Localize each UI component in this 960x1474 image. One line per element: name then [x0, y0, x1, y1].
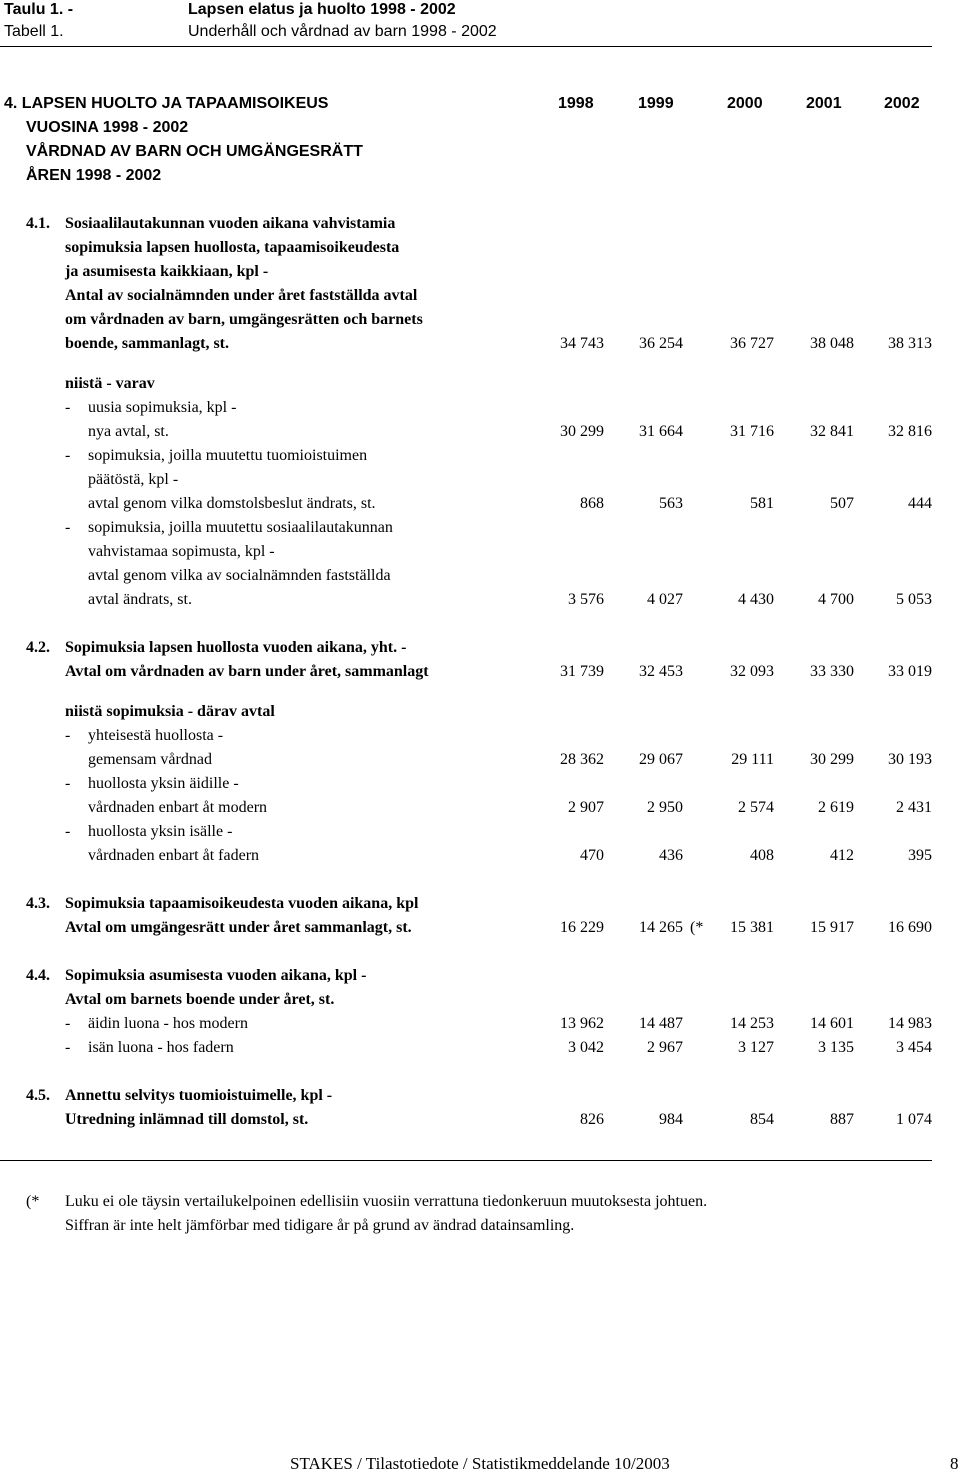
value-cell: 2 574 [738, 799, 774, 816]
value-cell: 3 576 [568, 591, 604, 608]
value-cell: 30 193 [888, 751, 932, 768]
value-cell: 4 700 [818, 591, 854, 608]
row-label: vårdnaden enbart åt modern [88, 799, 268, 816]
year-header-2001: 2001 [806, 95, 842, 112]
row-dash: - [65, 775, 71, 792]
value-cell: 470 [580, 847, 604, 864]
value-cell: 33 330 [810, 663, 854, 680]
value-cell: 28 362 [560, 751, 604, 768]
footnote-marker: (* [26, 1193, 40, 1210]
value-cell: 32 453 [639, 663, 683, 680]
table-title-sv: Underhåll och vårdnad av barn 1998 - 2002 [188, 23, 497, 40]
value-cell: 33 019 [888, 663, 932, 680]
section-heading-fi: 4. LAPSEN HUOLTO JA TAPAAMISOIKEUS [4, 95, 329, 112]
section-4-2-line: Avtal om vårdnaden av barn under året, sammanlagt [65, 663, 429, 680]
value-cell: 854 [750, 1111, 774, 1128]
row-label: päätöstä, kpl - [88, 471, 179, 488]
value-cell: 3 135 [818, 1039, 854, 1056]
section-4-4-line: Sopimuksia asumisesta vuoden aikana, kpl - [65, 967, 367, 984]
year-header-2002: 2002 [884, 95, 920, 112]
value-cell: 395 [908, 847, 932, 864]
value-cell: 14 487 [639, 1015, 683, 1032]
value-cell: 38 313 [888, 335, 932, 352]
section-4-5-line: Annettu selvitys tuomioistuimelle, kpl - [65, 1087, 333, 1104]
value-cell: 412 [830, 847, 854, 864]
table-label-fi: Taulu 1. - [4, 1, 74, 18]
section-4-1-number: 4.1. [26, 215, 50, 232]
row-dash: - [65, 447, 71, 464]
value-cell: 1 074 [896, 1111, 932, 1128]
row-label: huollosta yksin isälle - [88, 823, 233, 840]
row-label: vahvistamaa sopimusta, kpl - [88, 543, 275, 560]
section-4-3-line: Avtal om umgängesrätt under året sammanlagt, st. [65, 919, 412, 936]
value-cell: 3 127 [738, 1039, 774, 1056]
table-label-sv: Tabell 1. [4, 23, 64, 40]
row-label: avtal genom vilka av socialnämnden fastställda [88, 567, 391, 584]
row-label: sopimuksia, joilla muutettu tuomioistuimen [88, 447, 368, 464]
row-dash: - [65, 823, 71, 840]
row-dash: - [65, 399, 71, 416]
value-cell: 16 229 [560, 919, 604, 936]
section-4-1-line: boende, sammanlagt, st. [65, 335, 230, 352]
value-cell: 31 716 [730, 423, 774, 440]
value-cell: 444 [908, 495, 932, 512]
value-cell: 29 067 [639, 751, 683, 768]
value-cell: 563 [659, 495, 683, 512]
header-rule [0, 46, 932, 47]
value-cell: 2 950 [647, 799, 683, 816]
section-4-1-line: sopimuksia lapsen huollosta, tapaamisoikeudesta [65, 239, 400, 256]
row-label: nya avtal, st. [88, 423, 169, 440]
section-4-3-line: Sopimuksia tapaamisoikeudesta vuoden aikana, kpl [65, 895, 419, 912]
value-cell: 30 299 [560, 423, 604, 440]
value-cell: 38 048 [810, 335, 854, 352]
value-cell: 16 690 [888, 919, 932, 936]
value-cell: 408 [750, 847, 774, 864]
year-header-2000: 2000 [727, 95, 763, 112]
value-cell: 13 962 [560, 1015, 604, 1032]
section-subheading-fi: VUOSINA 1998 - 2002 [26, 119, 189, 136]
table-bottom-rule [0, 1160, 932, 1161]
value-cell: 2 907 [568, 799, 604, 816]
row-label: äidin luona - hos modern [88, 1015, 248, 1032]
section-4-2-number: 4.2. [26, 639, 50, 656]
value-cell: 436 [659, 847, 683, 864]
section-4-4-number: 4.4. [26, 967, 50, 984]
value-cell: 36 727 [730, 335, 774, 352]
row-label: uusia sopimuksia, kpl - [88, 399, 237, 416]
page-number: 8 [950, 1454, 959, 1473]
section-4-1-line: ja asumisesta kaikkiaan, kpl - [65, 263, 269, 280]
table-title-fi: Lapsen elatus ja huolto 1998 - 2002 [188, 1, 456, 18]
section-4-1-line: Sosiaalilautakunnan vuoden aikana vahvistamia [65, 215, 396, 232]
value-cell: 4 027 [647, 591, 683, 608]
section-4-2-line: Sopimuksia lapsen huollosta vuoden aikana, yht. - [65, 639, 407, 656]
value-cell: 15 917 [810, 919, 854, 936]
value-cell: 29 111 [731, 751, 774, 768]
value-cell: 31 739 [560, 663, 604, 680]
value-cell: 507 [830, 495, 854, 512]
value-cell: 5 053 [896, 591, 932, 608]
row-dash: - [65, 519, 71, 536]
subheading-of-which: niistä - varav [65, 375, 155, 392]
row-label: isän luona - hos fadern [88, 1039, 234, 1056]
row-label: huollosta yksin äidille - [88, 775, 239, 792]
row-label: avtal ändrats, st. [88, 591, 192, 608]
value-cell: 14 601 [810, 1015, 854, 1032]
row-label: sopimuksia, joilla muutettu sosiaalilautakunnan [88, 519, 393, 536]
value-cell: 36 254 [639, 335, 683, 352]
row-dash: - [65, 1039, 71, 1056]
value-cell: 2 431 [896, 799, 932, 816]
footnote-marker: (* [690, 919, 704, 936]
value-cell: 15 381 [730, 919, 774, 936]
section-4-4-line: Avtal om barnets boende under året, st. [65, 991, 335, 1008]
value-cell: 984 [659, 1111, 683, 1128]
section-4-3-number: 4.3. [26, 895, 50, 912]
row-label: avtal genom vilka domstolsbeslut ändrats, st. [88, 495, 376, 512]
value-cell: 14 983 [888, 1015, 932, 1032]
section-4-1-line: om vårdnaden av barn, umgängesrätten och barnets [65, 311, 423, 328]
footnote-text-fi: Luku ei ole täysin vertailukelpoinen edellisiin vuosiin verrattuna tiedonkeruun muutoksesta johtuen. [65, 1193, 708, 1210]
value-cell: 14 265 [639, 919, 683, 936]
value-cell: 30 299 [810, 751, 854, 768]
row-label: gemensam vårdnad [88, 751, 212, 768]
year-header-1999: 1999 [638, 95, 674, 112]
value-cell: 581 [750, 495, 774, 512]
section-4-1-line: Antal av socialnämnden under året fastställda avtal [65, 287, 418, 304]
value-cell: 868 [580, 495, 604, 512]
year-header-1998: 1998 [558, 95, 594, 112]
value-cell: 826 [580, 1111, 604, 1128]
value-cell: 887 [830, 1111, 854, 1128]
section-subheading-sv: ÅREN 1998 - 2002 [26, 167, 162, 184]
value-cell: 32 816 [888, 423, 932, 440]
value-cell: 14 253 [730, 1015, 774, 1032]
section-4-5-number: 4.5. [26, 1087, 50, 1104]
page-footer: STAKES / Tilastotiedote / Statistikmeddelande 10/2003 [290, 1454, 670, 1473]
row-label: yhteisestä huollosta - [88, 727, 224, 744]
value-cell: 4 430 [738, 591, 774, 608]
value-cell: 2 967 [647, 1039, 683, 1056]
section-heading-sv: VÅRDNAD AV BARN OCH UMGÄNGESRÄTT [26, 143, 363, 160]
value-cell: 3 454 [896, 1039, 932, 1056]
value-cell: 34 743 [560, 335, 604, 352]
row-label: vårdnaden enbart åt fadern [88, 847, 260, 864]
row-dash: - [65, 1015, 71, 1032]
row-dash: - [65, 727, 71, 744]
value-cell: 3 042 [568, 1039, 604, 1056]
value-cell: 32 093 [730, 663, 774, 680]
subheading-of-which: niistä sopimuksia - därav avtal [65, 703, 275, 720]
section-4-5-line: Utredning inlämnad till domstol, st. [65, 1111, 309, 1128]
value-cell: 32 841 [810, 423, 854, 440]
value-cell: 2 619 [818, 799, 854, 816]
value-cell: 31 664 [639, 423, 683, 440]
footnote-text-sv: Siffran är inte helt jämförbar med tidigare år på grund av ändrad datainsamling. [65, 1217, 575, 1234]
